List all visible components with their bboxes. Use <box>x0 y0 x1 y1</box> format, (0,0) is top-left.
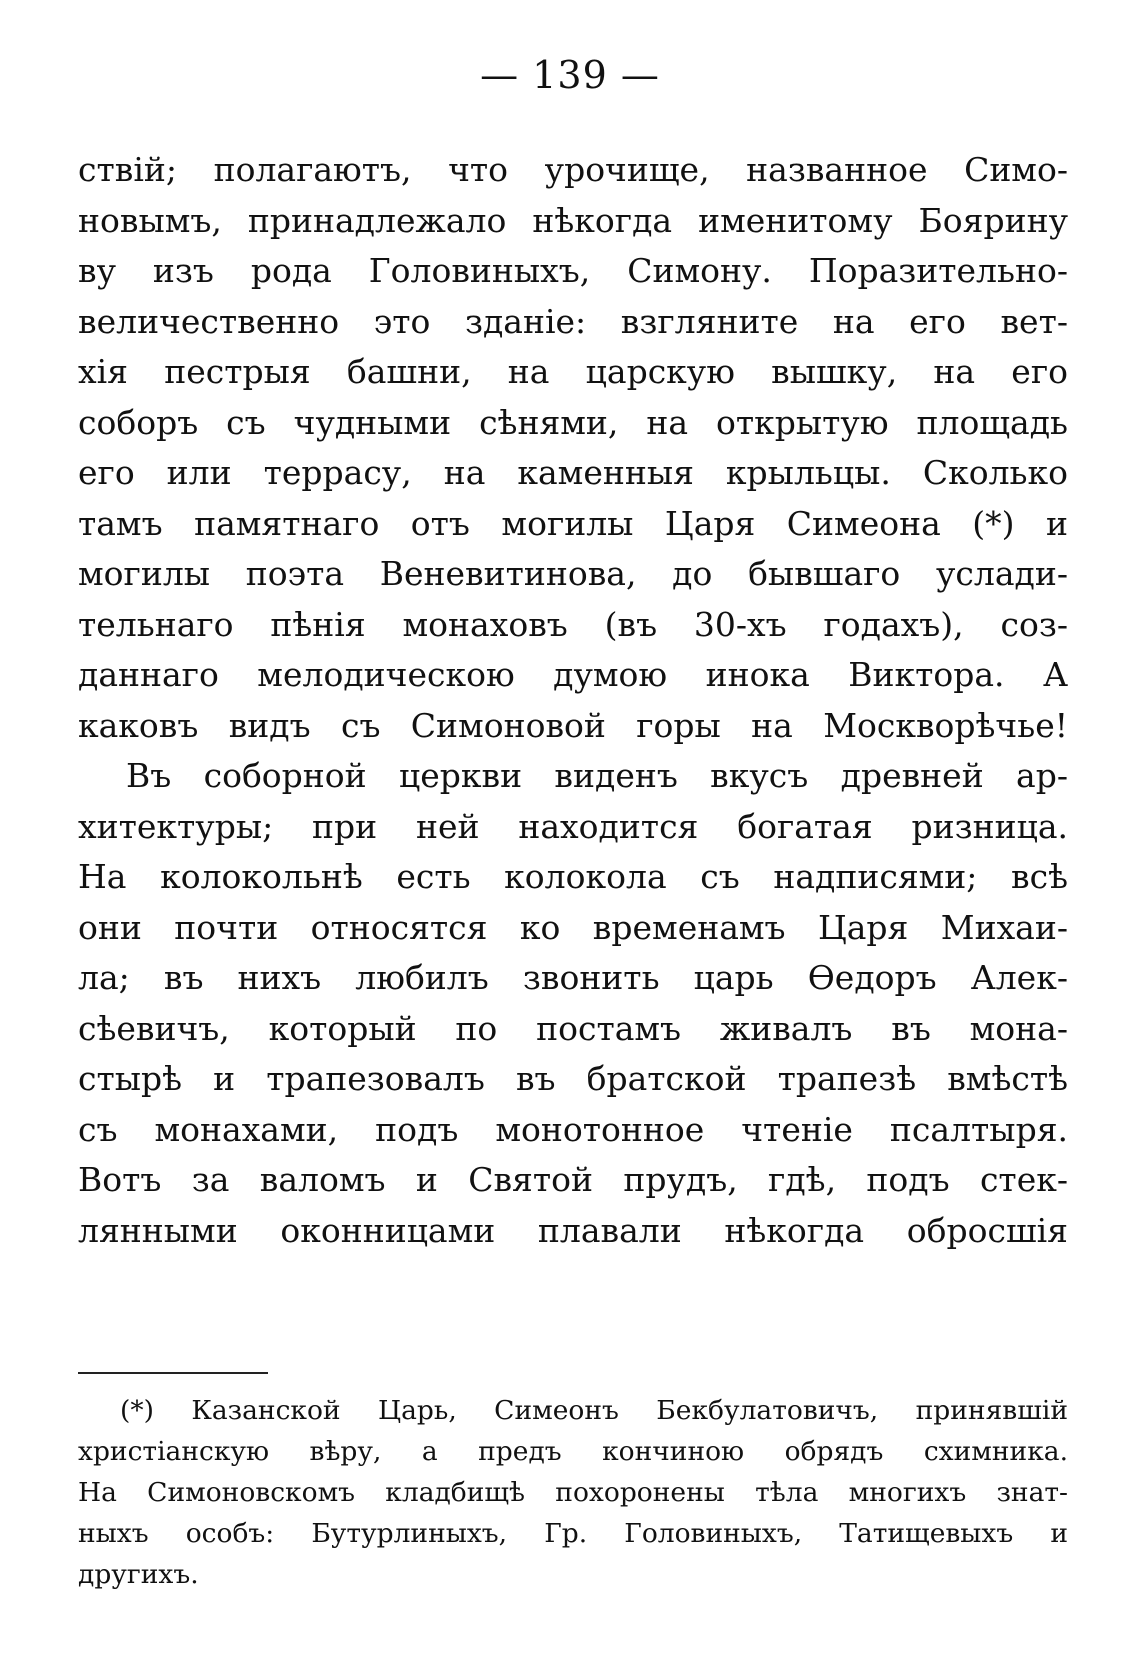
text-line: ла; въ нихъ любилъ звонить царь Ѳедоръ Алек- <box>78 958 1068 997</box>
footnote-line: другихъ. <box>78 1559 199 1590</box>
footnote-divider <box>78 1372 268 1374</box>
footnote-line: (*) Казанской Царь, Симеонъ Бекбулатовичъ, принявшій <box>120 1395 1068 1426</box>
text-line: величественно это зданіе: взгляните на его вет- <box>78 301 1068 341</box>
footnote <box>78 1390 1068 1595</box>
footnote-line: На Симоновскомъ кладбищѣ похоронены тѣла многихъ знат- <box>78 1477 1068 1508</box>
text-line: ву изъ рода Головиныхъ, Симону. Поразительно- <box>78 251 1068 290</box>
text-line: новымъ, принадлежало нѣкогда именитому Боярину <box>78 200 1068 240</box>
footnote-line: ныхъ особъ: Бутурлиныхъ, Гр. Головиныхъ, Татищевыхъ и <box>78 1518 1068 1549</box>
text-line: стырѣ и трапезовалъ въ братской трапезѣ вмѣстѣ <box>78 1059 1068 1098</box>
text-line: хитектуры; при ней находится богатая ризница. <box>78 806 1068 846</box>
text-line: его или террасу, на каменныя крыльцы. Сколько <box>78 453 1068 492</box>
text-line: Вотъ за валомъ и Святой прудъ, гдѣ, подъ стек- <box>78 1160 1068 1199</box>
text-line: ствій; полагаютъ, что урочище, названное Симо- <box>78 150 1068 189</box>
text-line: сѣевичъ, который по постамъ живалъ въ мона- <box>78 1008 1068 1048</box>
text-line: съ монахами, подъ монотонное чтеніе псалтыря. <box>78 1109 1068 1149</box>
paragraph-start-line: Въ соборной церкви виденъ вкусъ древней ар- <box>126 756 1068 795</box>
text-line: тамъ памятнаго отъ могилы Царя Симеона (*) и <box>78 503 1068 543</box>
text-line: даннаго мелодическою думою инока Виктора. А <box>78 655 1068 694</box>
text-line: лянными оконницами плавали нѣкогда обросшія <box>78 1210 1068 1250</box>
footnote-line: христіанскую вѣру, а предъ кончиною обрядъ схимника. <box>78 1436 1068 1467</box>
text-line: хія пестрыя башни, на царскую вышку, на его <box>78 352 1068 391</box>
text-line: могилы поэта Веневитинова, до бывшаго услади- <box>78 554 1068 593</box>
text-line: каковъ видъ съ Симоновой горы на Москворѣчье! <box>78 705 1068 745</box>
main-text <box>78 145 1068 1256</box>
text-line: На колокольнѣ есть колокола съ надписями; всѣ <box>78 857 1068 896</box>
text-line: тельнаго пѣнія монаховъ (въ 30-хъ годахъ), соз- <box>78 604 1068 644</box>
page-number: — 139 — <box>480 53 660 97</box>
text-line: они почти относятся ко временамъ Царя Михаи- <box>78 907 1068 947</box>
text-line: соборъ съ чудными сѣнями, на открытую площадь <box>78 402 1068 442</box>
